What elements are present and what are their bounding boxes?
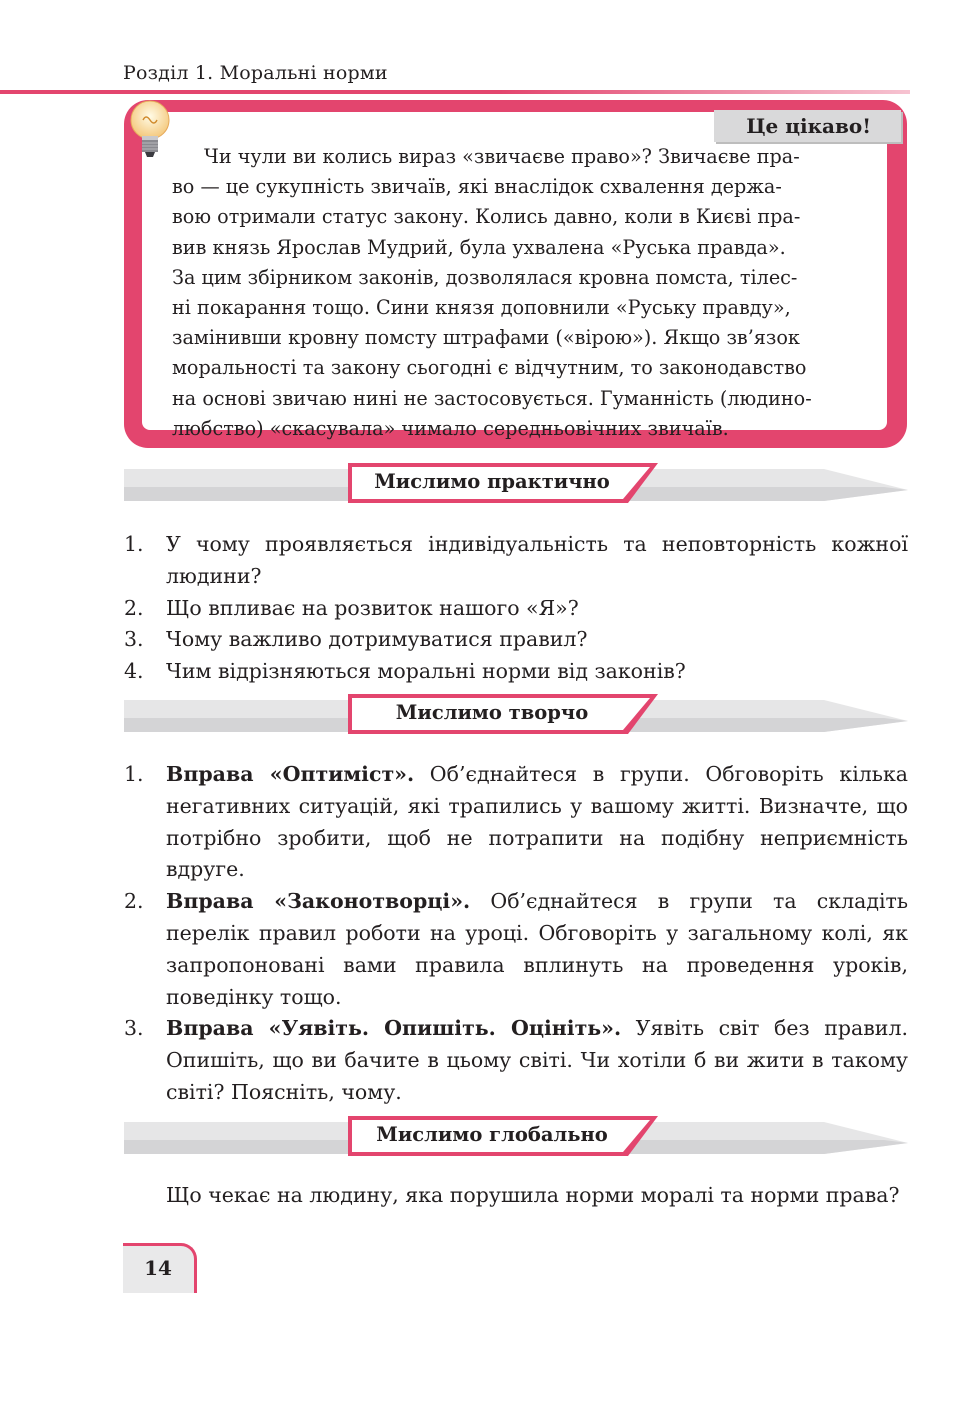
fact-line: За цим збірником законів, дозволялася кровна помста, тілес-	[172, 265, 798, 289]
section-banner-creative	[124, 694, 908, 736]
list-item	[124, 886, 908, 1013]
item-number: 4.	[124, 659, 144, 684]
page-number-tab	[123, 1243, 197, 1293]
item-text: Об’єднайтеся в групи та складіть перелік правил роботи на уроці. Обговоріть у загальному колі, як запропоновані вами правила вплинуть на проведення уроків, поведінку тощо.	[166, 889, 908, 1009]
fact-box	[124, 100, 907, 448]
running-head: Розділ 1. Моральні норми	[123, 62, 388, 84]
header-rule	[0, 90, 910, 94]
fact-box-text	[172, 142, 870, 444]
item-text: Чому важливо дотримуватися правил?	[166, 627, 588, 652]
fact-line: любство) «скасувала» чимало середньовічних звичаїв.	[172, 416, 729, 440]
lightbulb-icon	[128, 98, 172, 176]
fact-box-title: Це цікаво!	[714, 110, 901, 142]
practical-list	[124, 529, 908, 688]
item-text: Уявіть світ без правил. Опишіть, що ви бачите в цьому світі. Чи хотіли б ви жити в такому світі? Поясніть, чому.	[166, 1016, 908, 1104]
fact-line: вою отримали статус закону. Колись давно, коли в Києві пра-	[172, 205, 801, 229]
item-number: 3.	[124, 627, 144, 652]
item-text: У чому проявляється індивідуальність та неповторність кожної людини?	[166, 532, 908, 588]
item-number: 1.	[124, 532, 144, 556]
list-item	[124, 624, 908, 656]
creative-list	[124, 759, 908, 1109]
list-item	[124, 529, 908, 593]
item-number: 3.	[124, 1016, 144, 1041]
section-title: Мислимо практично	[374, 470, 610, 493]
item-text: Об’єднайтеся в групи. Обговоріть кілька негативних ситуацій, які трапились у вашому житті. Визначте, що потрібно зробити, щоб не потрапити на подібну неприємність вдруге.	[166, 762, 908, 882]
exercise-title: Вправа «Законотворці».	[166, 889, 471, 914]
list-item	[124, 656, 908, 688]
fact-line: ні покарання тощо. Сини князя доповнили «Руську правду»,	[172, 296, 791, 320]
section-banner-practical	[124, 463, 908, 505]
fact-line: замінивши кровну помсту штрафами («вірою»). Якщо зв’язок	[172, 326, 800, 350]
item-text: Чим відрізняються моральні норми від законів?	[166, 659, 686, 684]
item-number: 2.	[124, 889, 144, 914]
page-number: 14	[144, 1256, 172, 1280]
section-title: Мислимо глобально	[376, 1123, 608, 1146]
list-item	[124, 759, 908, 886]
section-title: Мислимо творчо	[395, 701, 589, 724]
global-question: Що чекає на людину, яка порушила норми моралі та норми права?	[166, 1183, 900, 1207]
item-number: 2.	[124, 595, 144, 620]
item-number: 1.	[124, 762, 144, 786]
fact-box-content	[142, 112, 887, 440]
list-item	[124, 593, 908, 625]
list-item	[124, 1013, 908, 1108]
item-text: Що впливає на розвиток нашого «Я»?	[166, 595, 579, 620]
exercise-title: Вправа «Уявіть. Опишіть. Оцініть».	[166, 1016, 622, 1041]
fact-line: моральності та закону сьогодні є відчутним, то законодавство	[172, 356, 807, 380]
fact-line: во — це сукупність звичаїв, які внаслідок схвалення держа-	[172, 175, 782, 199]
exercise-title: Вправа «Оптиміст».	[166, 762, 415, 786]
fact-line: Чи чули ви колись вираз «звичаєве право»? Звичаєве пра-	[204, 145, 800, 168]
fact-line: на основі звичаю нині не застосовується. Гуманність (людино-	[172, 386, 812, 410]
fact-line: вив князь Ярослав Мудрий, була ухвалена «Руська правда».	[172, 235, 786, 259]
section-banner-global	[124, 1116, 908, 1158]
